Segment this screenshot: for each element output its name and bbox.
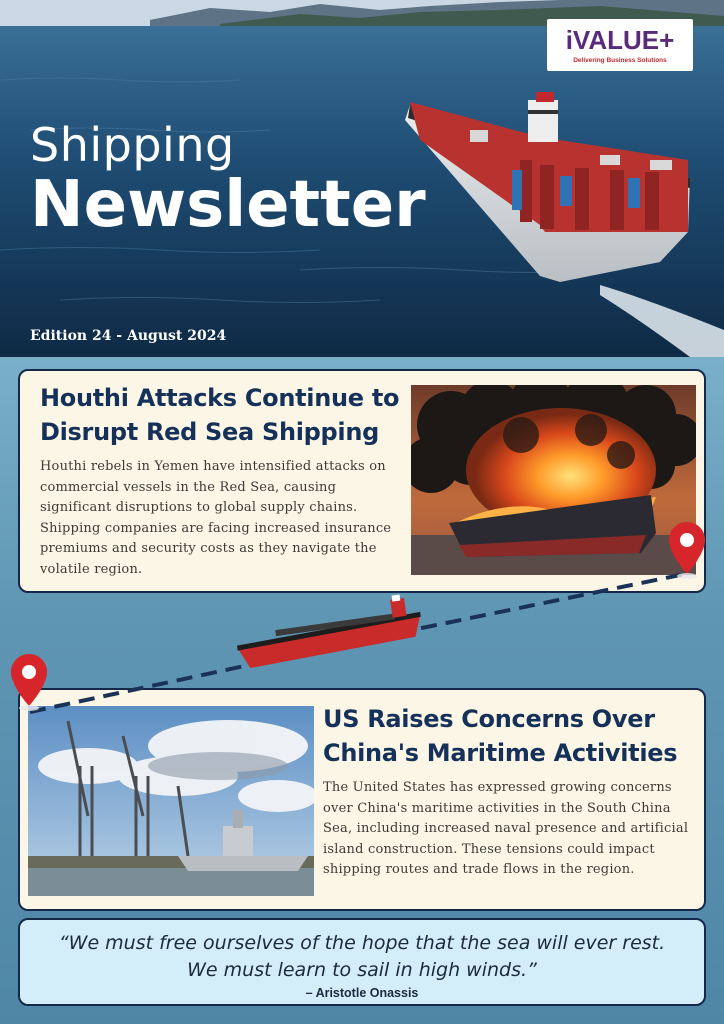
quote-line-1: “We must free ourselves of the hope that the sea will ever rest. bbox=[58, 932, 666, 954]
hero-title-line1: Shipping bbox=[30, 118, 235, 172]
logo-brand: iVALUE+ bbox=[565, 25, 675, 55]
company-logo[interactable] bbox=[547, 19, 693, 71]
hero-banner bbox=[0, 0, 724, 357]
burning-ship-image bbox=[411, 385, 696, 575]
article-card-south-china-sea bbox=[18, 688, 706, 911]
hero-title-line2: Newsletter bbox=[30, 168, 426, 242]
article-card-red-sea bbox=[18, 369, 706, 593]
article-title: Houthi Attacks Continue to Disrupt Red Sea Shipping bbox=[40, 384, 400, 446]
quote-author: – Aristotle Onassis bbox=[305, 986, 419, 1000]
naval-port-image bbox=[28, 706, 314, 896]
article-body: Houthi rebels in Yemen have intensified attacks on commercial vessels in the Red Sea, causing significant disruptions to global supply chains. Shipping companies are facing increased insurance premiums and security costs as they navigate the volatile region. bbox=[40, 459, 392, 577]
logo-tagline: Delivering Business Solutions bbox=[573, 57, 667, 64]
cargo-ship-icon bbox=[233, 592, 424, 669]
quote-box bbox=[18, 918, 706, 1006]
edition-label: Edition 24 - August 2024 bbox=[30, 328, 227, 344]
quote-line-2: We must learn to sail in high winds.” bbox=[187, 959, 537, 981]
article-title: US Raises Concerns Over China's Maritime Activities bbox=[323, 705, 678, 767]
article-body: The United States has expressed growing concerns over China's maritime activities in the South China Sea, including increased naval presence and artificial island construction. These tensions could impact shipping routes and trade flows in the region. bbox=[323, 780, 689, 877]
